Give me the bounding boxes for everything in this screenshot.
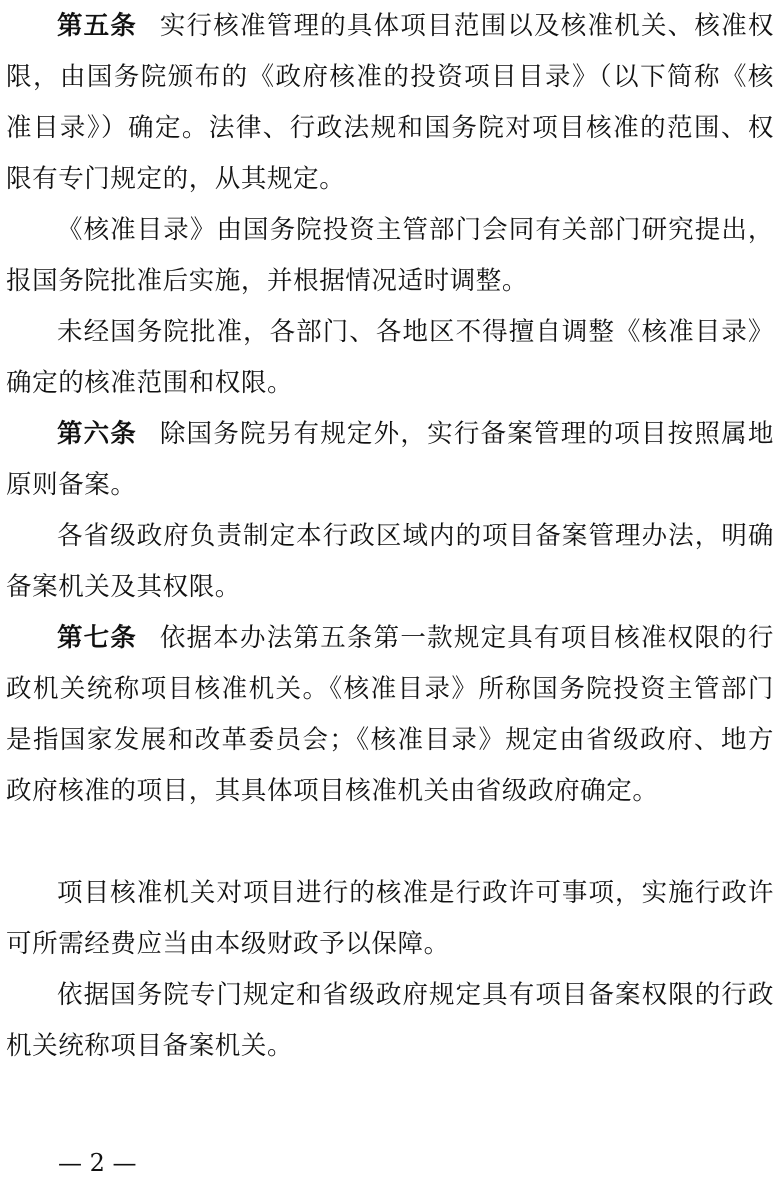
article-6-text-2: 各省级政府负责制定本行政区域内的项目备案管理办法，明确备案机关及其权限。 (6, 521, 774, 602)
article-5-text-3: 未经国务院批准，各部门、各地区不得擅自调整《核准目录》确定的核准范围和权限。 (6, 317, 774, 398)
article-7-paragraph-2 (6, 868, 774, 970)
article-7-text-1: 依据本办法第五条第一款规定具有项目核准权限的行政机关统称项目核准机关。《核准目录》所称国务院投资主管部门是指国家发展和改革委员会；《核准目录》规定由省级政府、地方政府核准的项目，其具体项目核准机关由省级政府确定。 (6, 623, 774, 806)
article-5-paragraph-3 (6, 307, 774, 409)
article-6-label: 第六条 (57, 419, 137, 449)
article-7-text-3: 依据国务院专门规定和省级政府规定具有项目备案权限的行政机关统称项目备案机关。 (6, 980, 774, 1061)
article-6-text-1: 除国务院另有规定外，实行备案管理的项目按照属地原则备案。 (6, 419, 774, 500)
article-7-label: 第七条 (57, 623, 137, 653)
article-5-label: 第五条 (57, 11, 137, 41)
article-5-text-2: 《核准目录》由国务院投资主管部门会同有关部门研究提出，报国务院批准后实施，并根据情况适时调整。 (6, 215, 774, 296)
article-7-text-2: 项目核准机关对项目进行的核准是行政许可事项，实施行政许可所需经费应当由本级财政予以保障。 (6, 878, 774, 959)
article-5-paragraph-1 (6, 1, 774, 205)
article-6-paragraph-2 (6, 511, 774, 613)
article-7-paragraph-1 (6, 613, 774, 817)
article-5-text-1: 实行核准管理的具体项目范围以及核准机关、核准权限，由国务院颁布的《政府核准的投资项目目录》（以下简称《核准目录》）确定。法律、行政法规和国务院对项目核准的范围、权限有专门规定的，从其规定。 (6, 11, 774, 194)
article-5-paragraph-2 (6, 205, 774, 307)
article-7-paragraph-3 (6, 970, 774, 1072)
page-number: — 2 — (58, 1149, 137, 1177)
article-6-paragraph-1 (6, 409, 774, 511)
